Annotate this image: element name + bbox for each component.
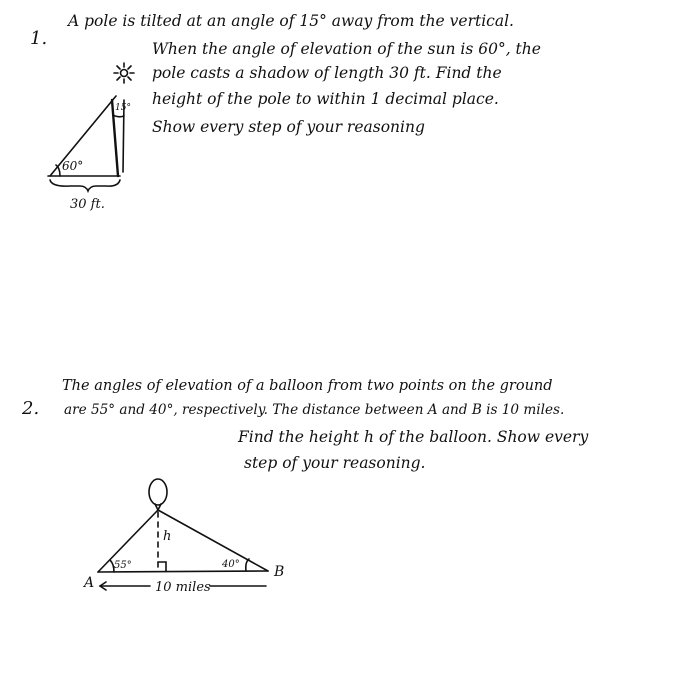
height-label: h [163,529,172,544]
problem-text-line: A pole is tilted at an angle of 15° away from the vertical. [68,12,514,30]
shadow-length-label: 30 ft. [70,197,105,212]
problem-text-line: step of your reasoning. [244,454,426,472]
elevation-angle-label: 60° [62,159,84,173]
elevation-angle-arc [56,165,60,176]
problem-text-line: When the angle of elevation of the sun is 60°, the [152,40,541,58]
sun-icon [114,63,134,83]
problem-text-line: The angles of elevation of a balloon from two points on the ground [62,378,553,394]
right-angle-marker [158,562,166,571]
point-b-label: B [274,564,285,580]
balloon-icon [149,479,167,505]
figure-1 [48,63,134,191]
problem-number: 1. [30,28,48,49]
figure-2 [98,479,268,590]
angle-b-label: 40° [222,559,240,570]
shadow-brace [50,180,120,191]
tilt-angle-arc [113,115,124,117]
side-b-to-balloon [158,510,268,571]
point-a-label: A [84,575,95,591]
tilt-angle-label: 15° [115,103,131,113]
angle-a-label: 55° [114,560,132,571]
distance-label: 10 miles [155,580,211,595]
problem-text-line: Show every step of your reasoning [152,118,425,136]
problem-number: 2. [22,398,40,419]
ground-line [98,571,268,572]
problem-text-line: Find the height h of the balloon. Show every [238,428,589,446]
problem-text-line: pole casts a shadow of length 30 ft. Find the [152,64,502,82]
problem-text-line: are 55° and 40°, respectively. The distance between A and B is 10 miles. [64,402,565,418]
problem-text-line: height of the pole to within 1 decimal place. [152,90,499,108]
